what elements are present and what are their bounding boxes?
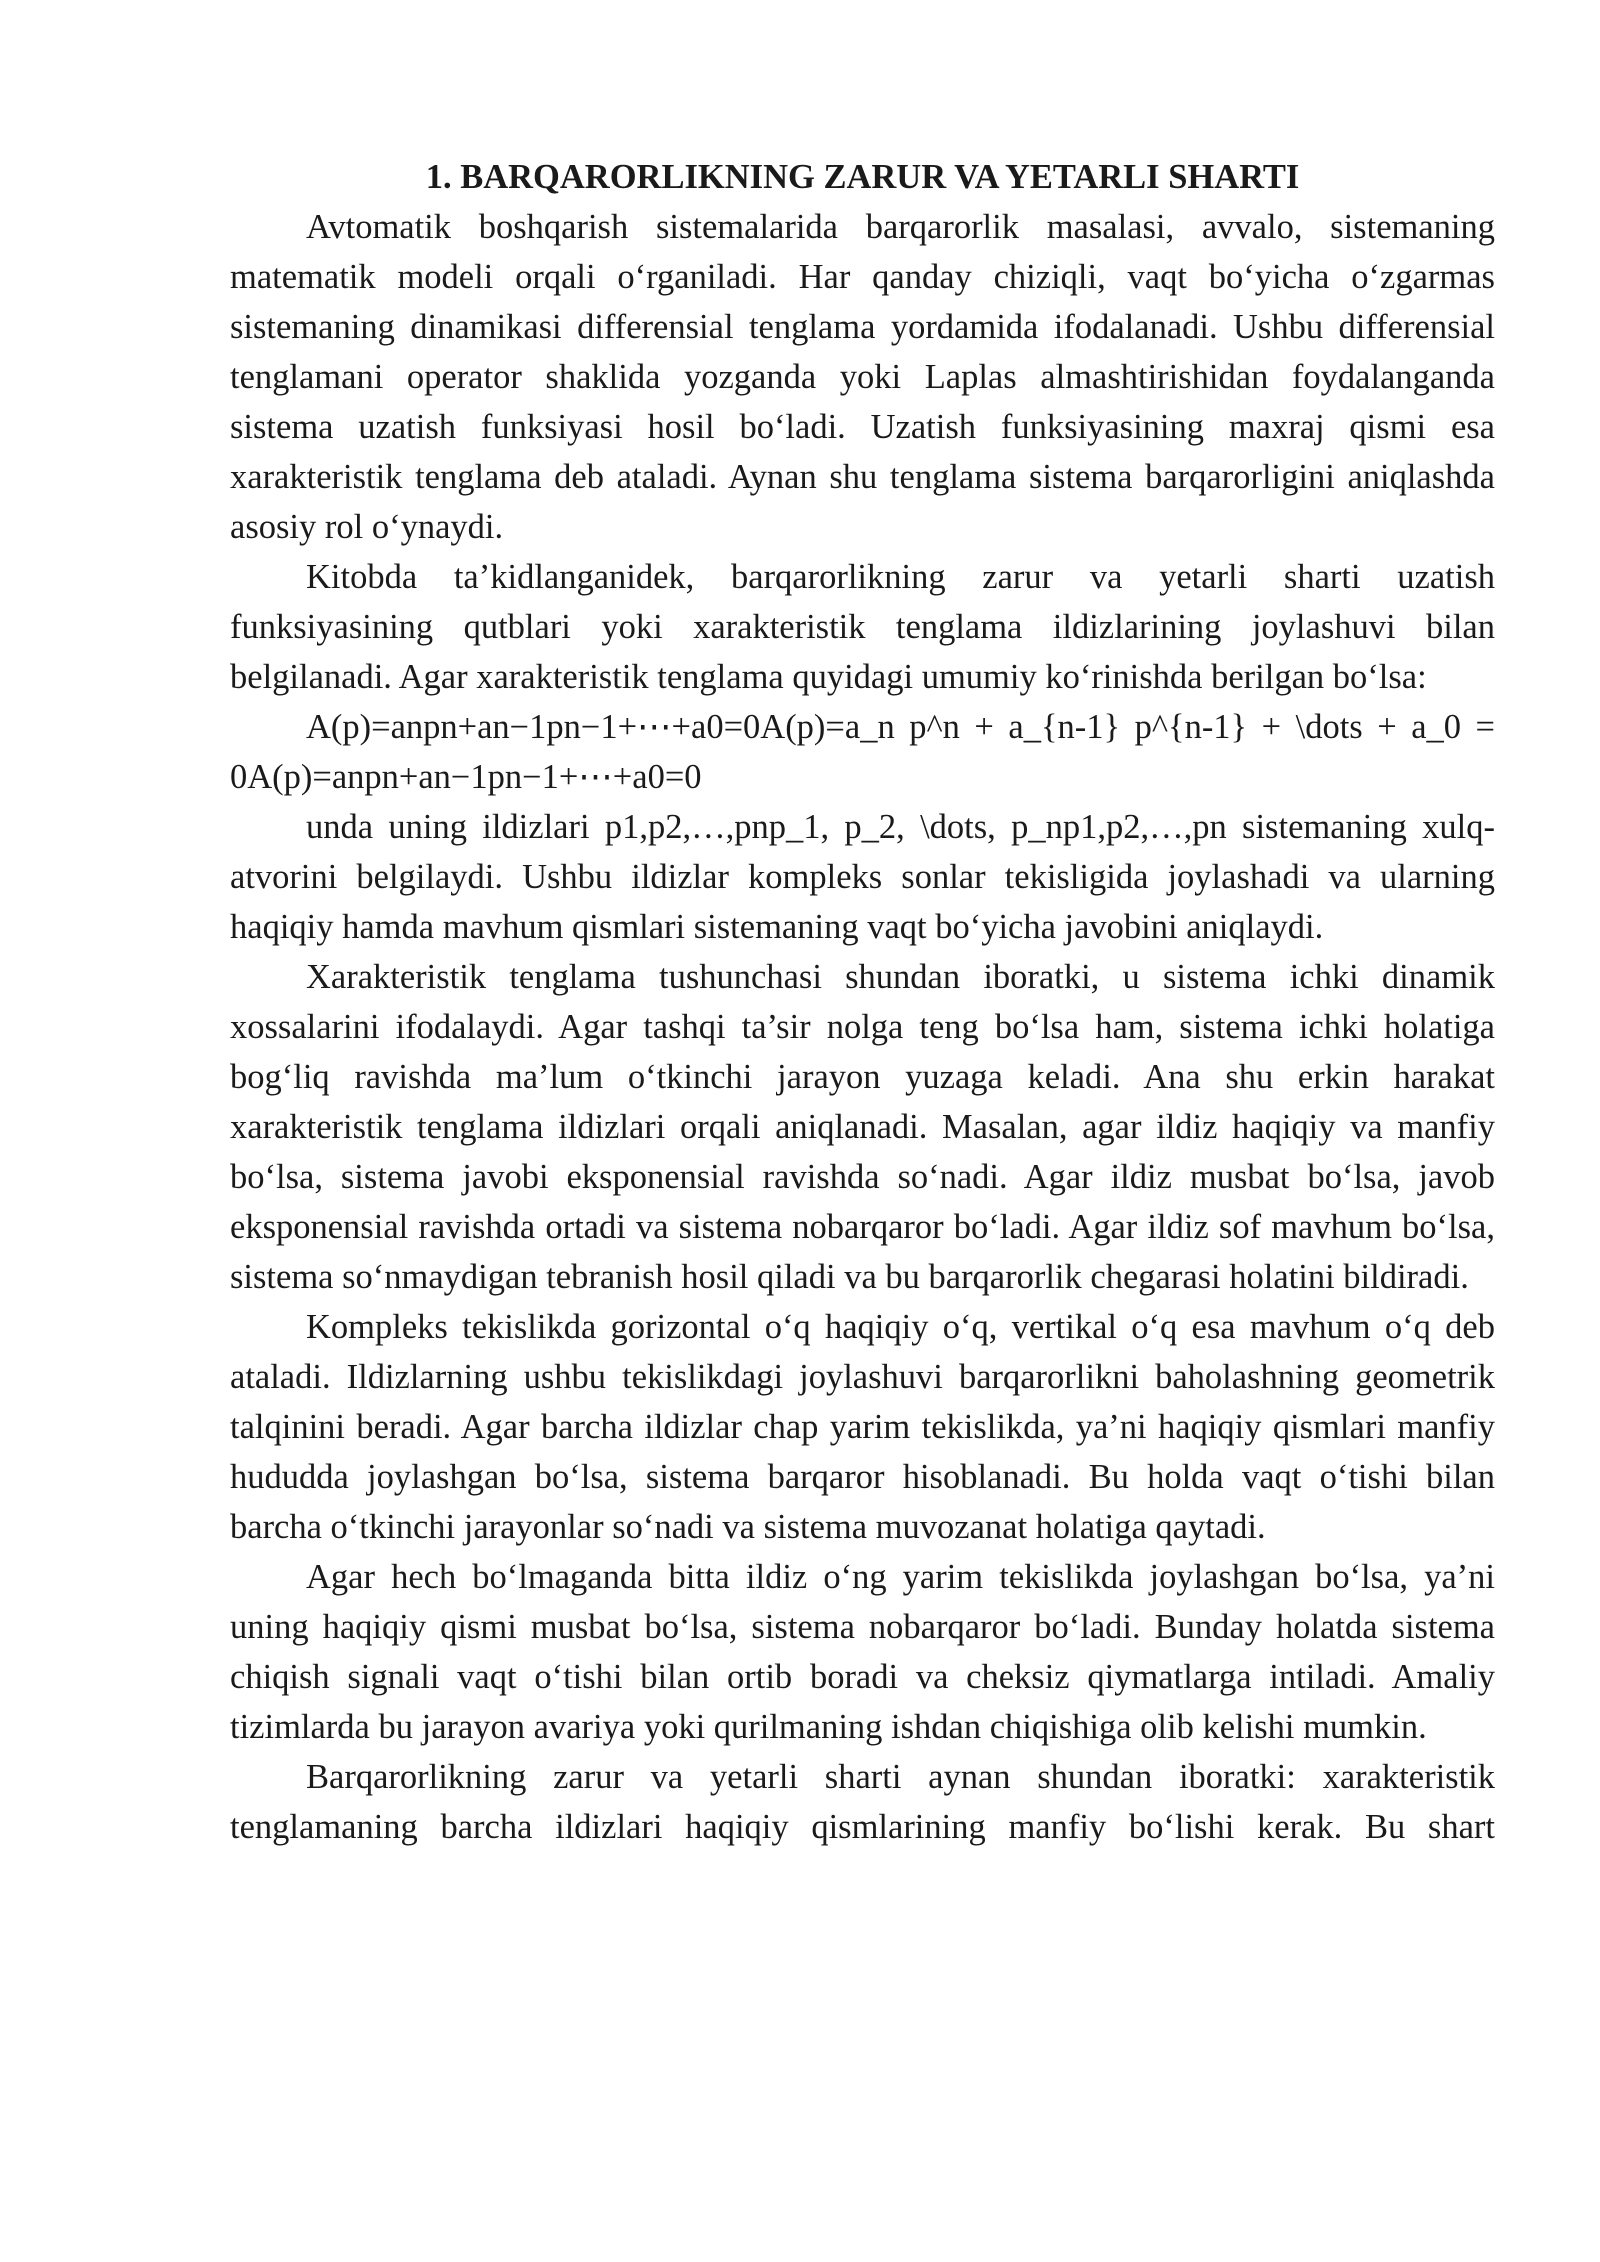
paragraph-complex-plane: Kompleks tekislikda gorizontal o‘q haqiqiy o‘q, vertikal o‘q esa mavhum o‘q deb ataladi. Ildizlarning ushbu tekislikdagi joylashuvi barqarorlikni baholashning geometrik talqinini beradi. Agar barcha ildizlar chap yarim tekislikda, ya’ni haqiqiy qismlari manfiy hududda joylashgan bo‘lsa, sistema barqaror hisoblanadi. Bu holda vaqt o‘tishi bilan barcha o‘tkinchi jarayonlar so‘nadi va sistema muvozanat holatiga qaytadi. <box>230 1308 1495 1546</box>
paragraph-condition: Kitobda ta’kidlanganidek, barqarorlikning zarur va yetarli sharti uzatish funksiyasining qutblari yoki xarakteristik tenglama ildizlarining joylashuvi bilan belgilanadi. Agar xarakteristik tenglama quyidagi umumiy ko‘rinishda berilgan bo‘lsa: <box>230 558 1495 696</box>
paragraph-necessary-sufficient: Barqarorlikning zarur va yetarli sharti aynan shundan iboratki: xarakteristik tenglamaning barcha ildizlari haqiqiy qismlarining manfiy bo‘lishi kerak. Bu shart <box>230 1758 1495 1846</box>
paragraph-intro: Avtomatik boshqarish sistemalarida barqarorlik masalasi, avvalo, sistemaning matematik modeli orqali o‘rganiladi. Har qanday chiziqli, vaqt bo‘yicha o‘zgarmas sistemaning dinamikasi differensial tenglama yordamida ifodalanadi. Ushbu differensial tenglamani operator shaklida yozganda yoki Laplas almashtirishidan foydalanganda sistema uzatish funksiyasi hosil bo‘ladi. Uzatish funksiyasining maxraj qismi esa xarakteristik tenglama deb ataladi. Aynan shu tenglama sistema barqarorligini aniqlashda asosiy rol o‘ynaydi. <box>230 208 1495 546</box>
paragraph-equation: A(p)=anpn+an−1pn−1+⋯+a0=0A(p)=a_n p^n + a_{n-1} p^{n-1} + \dots + a_0 = 0A(p)=anpn+an−1pn−1+⋯+a0=0 <box>230 708 1495 796</box>
paragraph-unstable: Agar hech bo‘lmaganda bitta ildiz o‘ng yarim tekislikda joylashgan bo‘lsa, ya’ni uning haqiqiy qismi musbat bo‘lsa, sistema nobarqaror bo‘ladi. Bunday holatda sistema chiqish signali vaqt o‘tishi bilan ortib boradi va cheksiz qiymatlarga intiladi. Amaliy tizimlarda bu jarayon avariya yoki qurilmaning ishdan chiqishiga olib kelishi mumkin. <box>230 1558 1495 1746</box>
section-title: 1. BARQARORLIKNING ZARUR VA YETARLI SHARTI <box>425 158 1300 196</box>
paragraph-roots: unda uning ildizlari p1,p2,…,pnp_1, p_2, \dots, p_np1,p2,…,pn sistemaning xulq-atvorini belgilaydi. Ushbu ildizlar kompleks sonlar tekisligida joylashadi va ularning haqiqiy hamda mavhum qismlari sistemaning vaqt bo‘yicha javobini aniqlaydi. <box>230 808 1495 946</box>
paragraph-characteristic: Xarakteristik tenglama tushunchasi shundan iboratki, u sistema ichki dinamik xossalarini ifodalaydi. Agar tashqi ta’sir nolga teng bo‘lsa ham, sistema ichki holatiga bog‘liq ravishda ma’lum o‘tkinchi jarayon yuzaga keladi. Ana shu erkin harakat xarakteristik tenglama ildizlari orqali aniqlanadi. Masalan, agar ildiz haqiqiy va manfiy bo‘lsa, sistema javobi eksponensial ravishda so‘nadi. Agar ildiz musbat bo‘lsa, javob eksponensial ravishda ortadi va sistema nobarqaror bo‘ladi. Agar ildiz sof mavhum bo‘lsa, sistema so‘nmaydigan tebranish hosil qiladi va bu barqarorlik chegarasi holatini bildiradi. <box>230 958 1495 1296</box>
document-page <box>230 152 1495 1852</box>
